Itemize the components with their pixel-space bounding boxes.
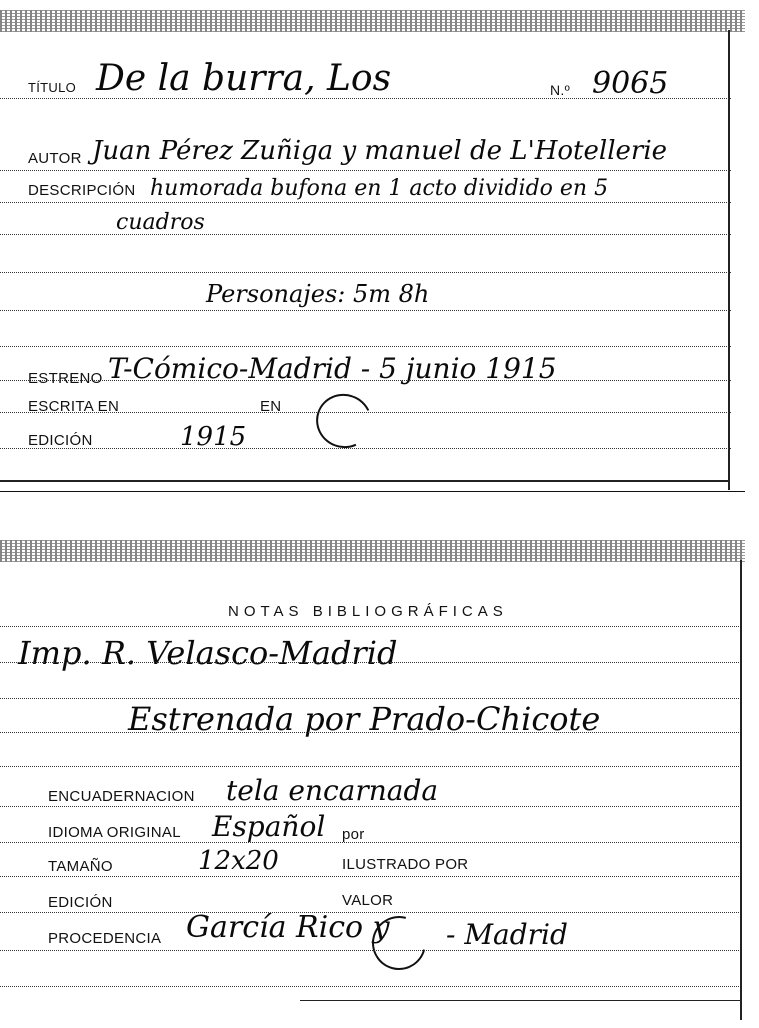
nota-1: Imp. R. Velasco-Madrid xyxy=(18,634,398,672)
stamp-mark xyxy=(308,386,379,456)
ruled-line xyxy=(0,234,731,235)
ruled-line xyxy=(0,448,731,449)
en-label: EN xyxy=(260,398,282,415)
card-border xyxy=(300,1000,740,1001)
edicion-value: 1915 xyxy=(180,422,247,452)
edicion-label: EDICIÓN xyxy=(28,432,93,449)
edicion-label: EDICIÓN xyxy=(48,894,113,911)
ilustrado-label: ILUSTRADO POR xyxy=(342,856,469,873)
numero-label: N.º xyxy=(550,82,571,98)
notas-heading: NOTAS BIBLIOGRÁFICAS xyxy=(228,603,508,620)
tamano-value: 12x20 xyxy=(198,846,279,876)
numero-value: 9065 xyxy=(592,66,669,101)
titulo-label: TÍTULO xyxy=(28,80,77,95)
card-border xyxy=(740,560,742,1020)
autor-value: Juan Pérez Zuñiga y manuel de L'Hotellerie xyxy=(92,136,668,166)
autor-label: AUTOR xyxy=(28,150,82,167)
ruled-line xyxy=(0,766,739,767)
ruled-line xyxy=(0,202,731,203)
descripcion-value-cont: cuadros xyxy=(116,210,205,235)
estreno-label: ESTRENO xyxy=(28,370,103,387)
torn-edge xyxy=(0,540,745,562)
idioma-value: Español xyxy=(212,810,326,843)
procedencia-value: García Rico y xyxy=(186,910,390,945)
escrita-label: ESCRITA EN xyxy=(28,398,120,415)
procedencia-label: PROCEDENCIA xyxy=(48,930,162,947)
ruled-line xyxy=(0,346,731,347)
estreno-value: T-Cómico-Madrid - 5 junio 1915 xyxy=(108,352,557,385)
ruled-line xyxy=(0,310,731,311)
ruled-line xyxy=(0,272,731,273)
catalog-card-front xyxy=(0,10,745,490)
card-border xyxy=(0,480,730,482)
catalog-card-back xyxy=(0,540,745,1028)
descripcion-value: humorada bufona en 1 acto dividido en 5 xyxy=(150,176,609,201)
descripcion-label: DESCRIPCIÓN xyxy=(28,182,136,199)
tamano-label: TAMAÑO xyxy=(48,858,113,875)
por-label: por xyxy=(342,826,365,843)
titulo-value: De la burra, Los xyxy=(96,58,392,99)
procedencia-city: - Madrid xyxy=(446,918,568,951)
ruled-line xyxy=(0,626,739,627)
torn-edge xyxy=(0,10,745,32)
ruled-line xyxy=(0,950,739,951)
ruled-line xyxy=(0,986,739,987)
ruled-line xyxy=(0,876,739,877)
ruled-line xyxy=(0,732,739,733)
ruled-line xyxy=(0,842,739,843)
personajes-note: Personajes: 5m 8h xyxy=(206,280,430,308)
nota-2: Estrenada por Prado-Chicote xyxy=(128,700,601,738)
valor-label: VALOR xyxy=(342,892,394,909)
ruled-line xyxy=(0,662,739,663)
ruled-line xyxy=(0,806,739,807)
encuadernacion-label: ENCUADERNACION xyxy=(48,788,195,805)
encuadernacion-value: tela encarnada xyxy=(226,774,439,807)
ruled-line xyxy=(0,170,731,171)
card-border xyxy=(728,30,730,490)
idioma-label: IDIOMA ORIGINAL xyxy=(48,824,181,841)
card-separator xyxy=(0,491,745,492)
ruled-line xyxy=(0,698,739,699)
